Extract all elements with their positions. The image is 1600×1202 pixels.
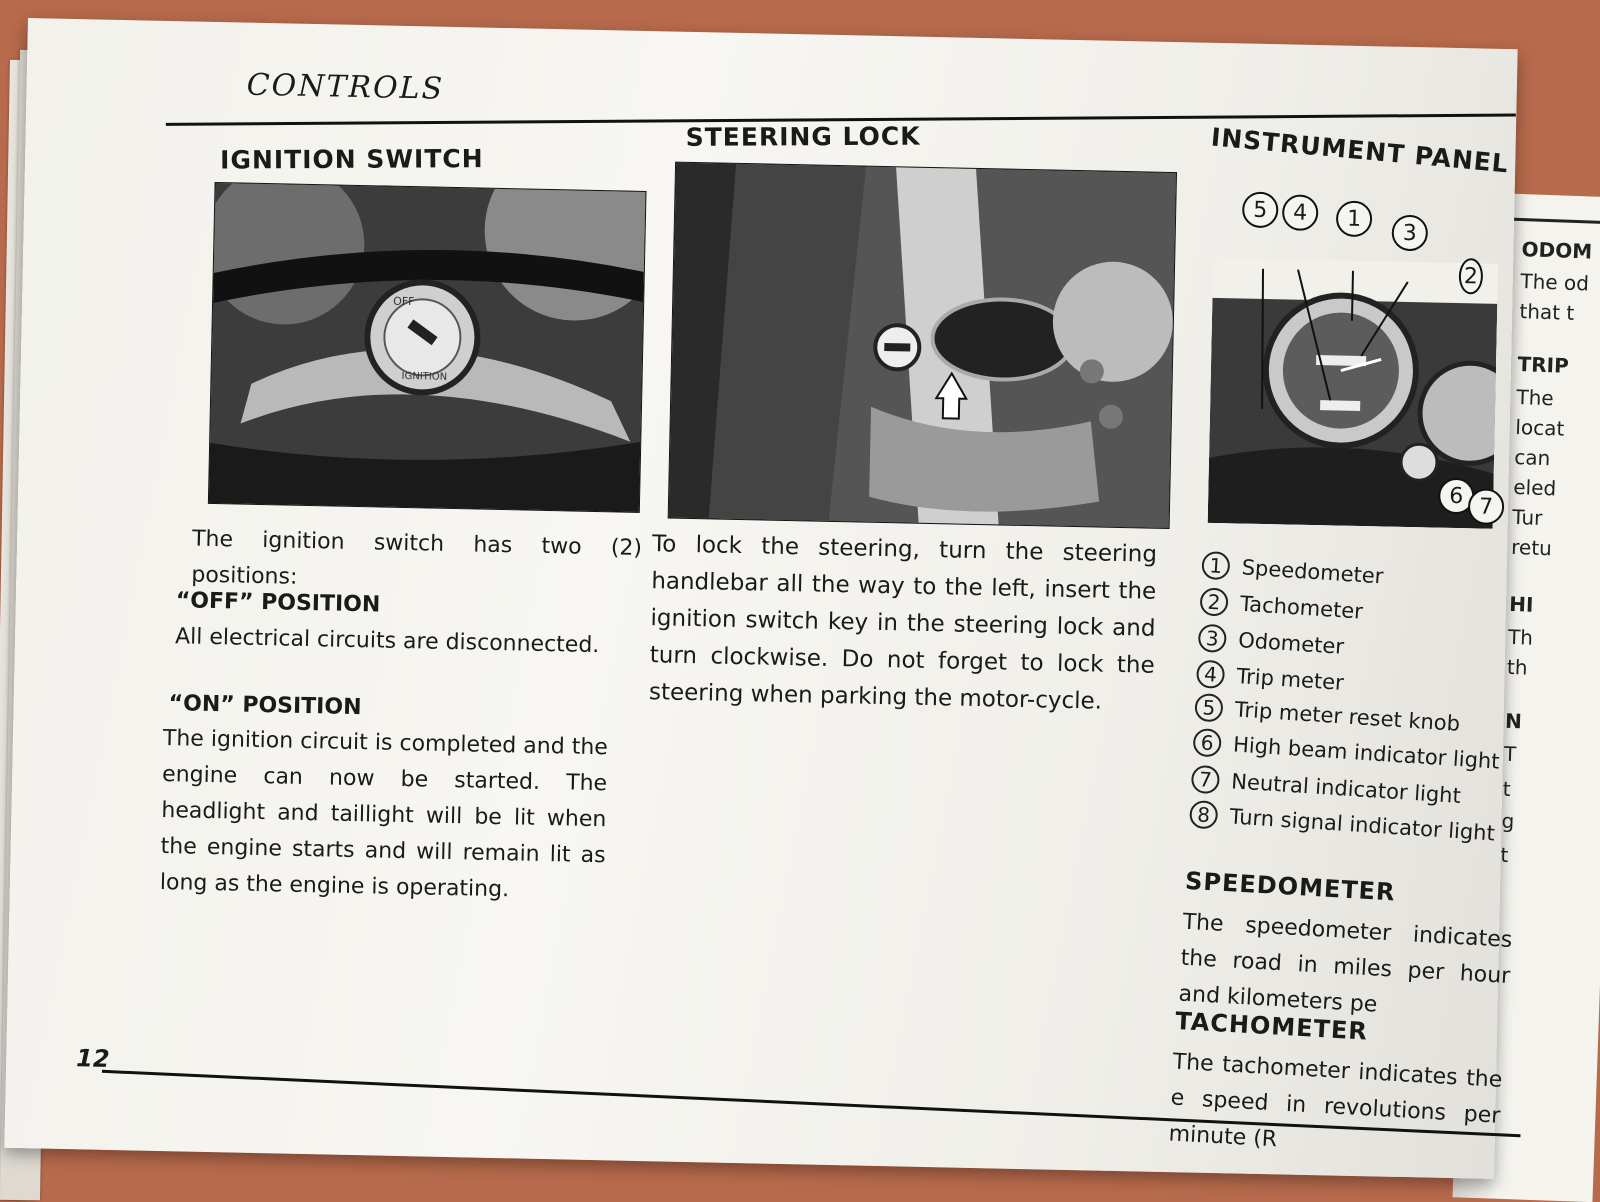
speedometer-text: The speedometer indicates the road in miles per hour and kilometers pe: [1177, 909, 1513, 1018]
legend-number: 6: [1192, 728, 1222, 758]
page-header-title: CONTROLS: [246, 67, 445, 107]
legend-number: 8: [1189, 800, 1219, 830]
callout-5: 5: [1242, 191, 1279, 228]
facing-page-line: Th: [1507, 624, 1534, 650]
ignition-switch-heading: IGNITION SWITCH: [220, 144, 484, 175]
on-position-heading: “ON” POSITION: [168, 691, 362, 721]
callout-2: 2: [1459, 258, 1484, 294]
callout-6: 6: [1438, 478, 1475, 515]
ignition-switch-illustration: [209, 183, 646, 512]
key-ignition-label: IGNITION: [401, 370, 448, 383]
legend-item: [1201, 551, 1384, 591]
ignition-intro: The ignition switch has two (2) positions:: [191, 526, 643, 590]
facing-page-line: Tur: [1511, 504, 1543, 530]
facing-page-line: ODOM: [1521, 237, 1593, 264]
legend-label: Turn signal indicator light: [1228, 804, 1496, 846]
facing-page-line: can: [1513, 444, 1551, 471]
legend-label: Trip meter: [1235, 664, 1345, 695]
facing-page-line: TRIP: [1517, 352, 1570, 378]
legend-number: 1: [1201, 551, 1231, 581]
off-position-text: All electrical circuits are disconnected.: [174, 624, 600, 659]
legend-label: High beam indicator light: [1232, 732, 1501, 774]
speedometer-heading: SPEEDOMETER: [1184, 866, 1397, 907]
facing-page-line: retu: [1510, 534, 1553, 561]
legend-item: [1199, 587, 1364, 625]
callout-7: 7: [1468, 488, 1505, 525]
callout-1: 1: [1336, 200, 1373, 237]
facing-page-line: locat: [1515, 414, 1565, 441]
callout-3: 3: [1391, 215, 1428, 252]
legend-number: 4: [1196, 659, 1226, 689]
instrument-panel-heading: INSTRUMENT PANEL: [1209, 122, 1510, 179]
steering-lock-illustration: [669, 163, 1176, 528]
facing-page-line: HI: [1508, 591, 1534, 617]
steering-lock-heading: STEERING LOCK: [685, 121, 921, 152]
callout-4: 4: [1282, 194, 1319, 231]
ignition-switch-photo: [208, 182, 647, 513]
page-number: 12: [75, 1044, 110, 1073]
manual-page: [4, 18, 1517, 1179]
on-position-text: The ignition circuit is completed and the engine can now be started. The headlight and taillight will be lit when the engine starts and will remain lit as long as the engine is operating.: [159, 725, 609, 903]
steering-lock-text: To lock the steering, turn the steering handlebar all the way to the left, insert the ignition switch key in the steering lock and turn clockwise. Do not forget to lock the steering when parking the motor-cycle.: [648, 531, 1158, 715]
legend-label: Trip meter reset knob: [1234, 697, 1461, 736]
facing-page-line: N: [1504, 708, 1523, 734]
facing-page-line: eled: [1512, 474, 1557, 501]
legend-number: 3: [1197, 623, 1227, 653]
legend-item: [1196, 659, 1345, 696]
legend-number: 7: [1191, 765, 1221, 795]
legend-label: Neutral indicator light: [1230, 769, 1462, 809]
facing-page-line: t: [1502, 776, 1512, 802]
off-position-heading: “OFF” POSITION: [175, 588, 381, 618]
tachometer-heading: TACHOMETER: [1174, 1006, 1369, 1046]
steering-lock-photo: [668, 162, 1177, 529]
legend-label: Speedometer: [1241, 555, 1385, 589]
tachometer-text: The tachometer indicates the e speed in revolutions per minute (R: [1168, 1049, 1503, 1153]
facing-page-line: The: [1516, 385, 1555, 411]
legend-number: 5: [1194, 693, 1224, 723]
facing-page-line: th: [1506, 654, 1528, 680]
facing-page-line: The od: [1520, 269, 1590, 296]
facing-page-line: T: [1503, 741, 1517, 767]
legend-label: Tachometer: [1239, 591, 1364, 624]
facing-page-line: t: [1500, 842, 1509, 867]
legend-number: 2: [1199, 587, 1229, 617]
legend-item: [1197, 623, 1344, 660]
facing-page-line: g: [1501, 808, 1515, 834]
legend-label: Odometer: [1237, 628, 1345, 659]
facing-page-line: that t: [1519, 299, 1575, 325]
key-off-label: OFF: [393, 294, 415, 309]
